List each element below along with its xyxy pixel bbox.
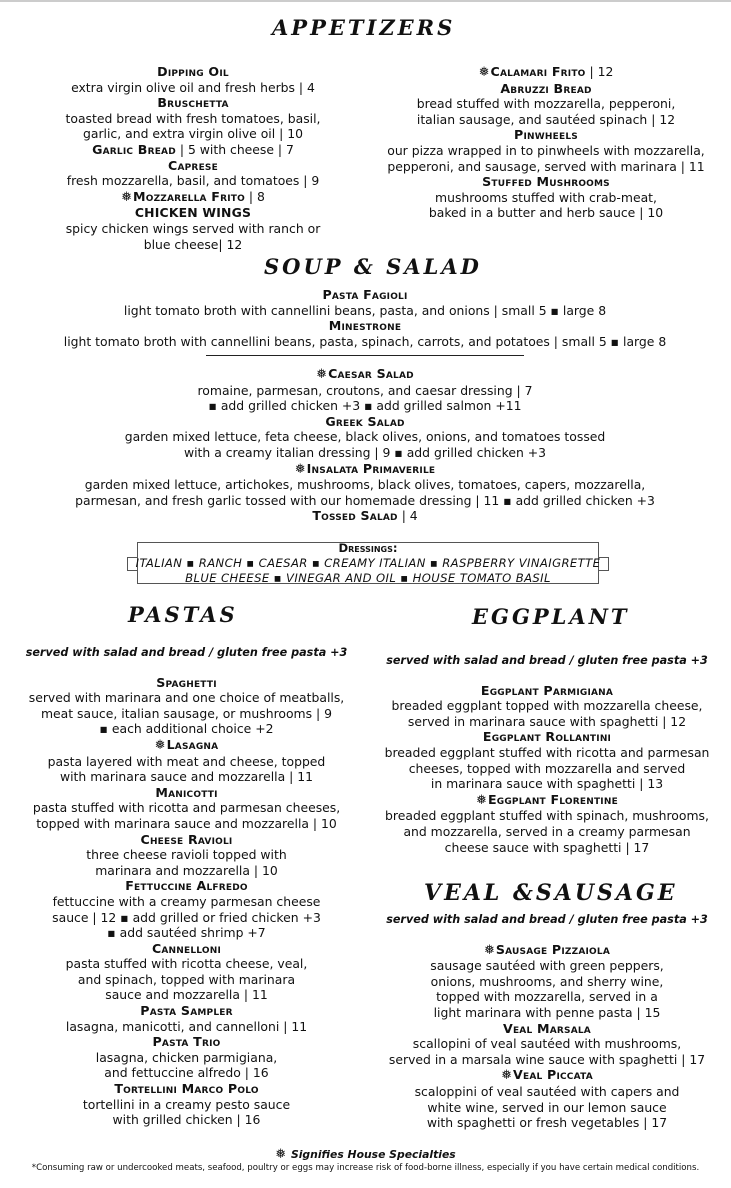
menu-item-name: Minestrone: [328, 318, 402, 334]
menu-item-name: CHICKEN WINGS: [134, 205, 252, 221]
menu-item-description: with a creamy italian dressing | 9 ▪ add grilled chicken +3: [183, 444, 546, 460]
menu-item-heading: [24, 785, 349, 801]
menu-item-description: light tomato broth with cannellini beans, pasta, and onions | small 5 ▪ large 8: [123, 302, 607, 318]
menu-item-description: breaded eggplant topped with mozzarella cheese,: [391, 698, 703, 714]
eggplant-column: [382, 653, 712, 855]
menu-item-heading: [382, 792, 712, 809]
menu-item-heading: [382, 942, 712, 959]
menu-item-description: sauce and mozzarella | 11: [105, 987, 268, 1003]
menu-item-description: scaloppini of veal sautéed with capers and: [414, 1083, 680, 1099]
menu-item-description: cheese sauce with spaghetti | 17: [444, 839, 650, 855]
menu-item-description: served in a marsala wine sauce with spaghetti | 17: [388, 1051, 706, 1067]
menu-item-description: our pizza wrapped in to pinwheels with mozzarella,: [387, 142, 705, 158]
pastas-column: [24, 645, 349, 1128]
menu-item-heading: [40, 414, 690, 430]
menu-item-name: Mozzarella Frito: [132, 188, 245, 204]
menu-item-name: Manicotti: [155, 784, 218, 800]
menu-item-name: Pasta Sampler: [140, 1003, 233, 1019]
menu-item-name: Bruschetta: [157, 95, 229, 111]
menu-item-heading: [40, 366, 690, 383]
menu-item-heading: [382, 683, 712, 699]
menu-item-heading: [58, 142, 328, 158]
specialty-icon: ❅: [476, 792, 487, 808]
menu-item-name: Garlic Bread: [92, 141, 176, 157]
menu-item-heading: [381, 127, 711, 143]
menu-item-description: breaded eggplant stuffed with spinach, mushrooms,: [385, 808, 709, 824]
menu-item-description: with grilled chicken | 16: [112, 1112, 261, 1128]
specialty-icon: ❅: [501, 1068, 513, 1084]
menu-item-price: | 4: [401, 508, 418, 524]
menu-item-description: pasta stuffed with ricotta and parmesan cheeses,: [32, 800, 341, 816]
menu-item-description: italian sausage, and sautéed spinach | 12: [416, 111, 676, 127]
menu-item-description: ▪ each additional choice +2: [99, 721, 274, 737]
menu-item-name: Caprese: [168, 157, 218, 173]
menu-item-name: Calamari Frito: [490, 64, 586, 79]
menu-item-heading: [24, 737, 349, 754]
specialty-icon: ❅: [316, 367, 328, 382]
served-with-note: served with salad and bread / gluten free pasta +3: [386, 654, 708, 667]
menu-item-description: garden mixed lettuce, artichokes, mushrooms, black olives, tomatoes, capers, mozzarella,: [84, 477, 646, 493]
menu-item-description: baked in a butter and herb sauce | 10: [428, 205, 664, 221]
menu-item-description: three cheese ravioli topped with: [86, 847, 287, 863]
dressings-box: [127, 538, 609, 588]
menu-item-name: Sausage Pizzaiola: [495, 941, 611, 957]
menu-item-description: extra virgin olive oil and fresh herbs | 4: [71, 79, 315, 95]
menu-item-description: light marinara with penne pasta | 15: [433, 1004, 661, 1020]
menu-item-name: Eggplant Rollantini: [482, 729, 612, 745]
menu-item-heading: [40, 318, 690, 334]
menu-item-price: | 12: [589, 64, 614, 79]
menu-item-name: Dipping Oil: [157, 64, 229, 79]
appetizers-right-column: [381, 64, 711, 221]
specialty-icon: ❅: [121, 189, 132, 205]
menu-item-description: with spaghetti or fresh vegetables | 17: [426, 1115, 668, 1131]
menu-item-heading: [40, 461, 690, 478]
menu-item-description: with marinara sauce and mozzarella | 11: [59, 769, 313, 785]
menu-item-description: white wine, served in our lemon sauce: [427, 1099, 667, 1115]
menu-item-description: served with marinara and one choice of meatballs,: [28, 690, 345, 706]
menu-item-heading: [24, 1034, 349, 1050]
appetizers-title: APPETIZERS: [272, 15, 456, 40]
menu-item-heading: [382, 1021, 712, 1037]
menu-item-description: in marinara sauce with spaghetti | 13: [430, 776, 664, 792]
menu-item-description: light tomato broth with cannellini beans, pasta, spinach, carrots, and potatoes | small 5 ▪ large 8: [63, 333, 667, 349]
menu-item-heading: [24, 878, 349, 894]
menu-item-heading: [24, 832, 349, 848]
spacer: [382, 669, 712, 683]
menu-item-heading: [24, 675, 349, 691]
veal-column: [382, 912, 712, 1131]
specialty-legend: [0, 1147, 731, 1162]
menu-item-description: garden mixed lettuce, feta cheese, black olives, onions, and tomatoes tossed: [124, 429, 606, 445]
menu-item-heading: [381, 174, 711, 190]
menu-item-description: and mozzarella, served in a creamy parmesan: [403, 823, 691, 839]
menu-item-description: topped with marinara sauce and mozzarella | 10: [36, 815, 337, 831]
menu-item-description: ▪ add sautéed shrimp +7: [107, 925, 266, 941]
menu-item-name: Abruzzi Bread: [500, 80, 592, 96]
dressings-line-1: ITALIAN ▪ RANCH ▪ CAESAR ▪ CREAMY ITALIAN ▪ RASPBERRY VINAIGRETTE: [135, 556, 601, 570]
specialty-icon: ❅: [478, 65, 490, 80]
menu-item-heading: [58, 95, 328, 111]
spacer: [24, 661, 349, 675]
specialty-icon: ❅: [483, 942, 495, 958]
soups-column: [40, 287, 690, 349]
menu-item-name: Tortellini Marco Polo: [114, 1081, 259, 1097]
menu-item-description: parmesan, and fresh garlic tossed with our homemade dressing | 11 ▪ add grilled chicken +3: [75, 492, 655, 508]
menu-item-heading: [58, 189, 328, 206]
menu-item-heading: [382, 1067, 712, 1084]
menu-item-price: | 8: [248, 188, 265, 204]
menu-item-heading: [382, 729, 712, 745]
dressings-line-2: BLUE CHEESE ▪ VINEGAR AND OIL ▪ HOUSE TOMATO BASIL: [185, 571, 551, 585]
menu-item-description: mushrooms stuffed with crab-meat,: [435, 189, 657, 205]
menu-item-name: Insalata Primaverile: [306, 460, 436, 476]
menu-item-name: Spaghetti: [156, 674, 217, 690]
menu-item-name: Cannelloni: [151, 940, 222, 956]
menu-item-heading: [24, 1081, 349, 1097]
menu-item-description: served in marinara sauce with spaghetti | 12: [407, 713, 687, 729]
menu-item-description: fresh mozzarella, basil, and tomatoes | 9: [66, 173, 320, 189]
menu-item-description: ▪ add grilled chicken +3 ▪ add grilled salmon +11: [208, 398, 522, 414]
menu-item-description: lasagna, chicken parmigiana,: [95, 1049, 278, 1065]
appetizers-left-column: [58, 64, 328, 252]
soup-salad-title: SOUP & SALAD: [264, 254, 482, 279]
menu-item-description: pasta layered with meat and cheese, topped: [47, 753, 326, 769]
menu-item-description: garlic, and extra virgin olive oil | 10: [83, 126, 303, 142]
menu-item-name: Veal Piccata: [513, 1067, 593, 1083]
menu-item-description: lasagna, manicotti, and cannelloni | 11: [65, 1018, 308, 1034]
menu-item-description: toasted bread with fresh tomatoes, basil,: [65, 110, 321, 126]
menu-item-name: Stuffed Mushrooms: [482, 174, 610, 190]
menu-item-description: blue cheese| 12: [143, 236, 243, 252]
menu-item-description: sauce | 12 ▪ add grilled or fried chicken +3: [52, 909, 321, 925]
menu-item-description: onions, mushrooms, and sherry wine,: [430, 973, 664, 989]
menu-item-description: bread stuffed with mozzarella, pepperoni,: [416, 96, 676, 112]
menu-item-name: Cheese Ravioli: [140, 831, 233, 847]
menu-item-description: tortellini in a creamy pesto sauce: [82, 1096, 291, 1112]
served-with-note: served with salad and bread / gluten free pasta +3: [386, 913, 708, 926]
page-top-rule: [0, 0, 731, 8]
menu-item-name: Eggplant Florentine: [487, 791, 618, 807]
menu-item-heading: [58, 205, 328, 221]
menu-item-name: Caesar Salad: [328, 366, 414, 381]
legend-text: Signifies House Specialties: [290, 1148, 456, 1161]
menu-item-name: Pasta Fagioli: [322, 287, 408, 302]
menu-item-heading: [24, 1003, 349, 1019]
menu-item-heading: [58, 158, 328, 174]
menu-item-description: and fettuccine alfredo | 16: [104, 1065, 269, 1081]
menu-item-heading: [381, 64, 711, 81]
menu-item-description: sausage sautéed with green peppers,: [430, 958, 664, 974]
menu-item-description: fettuccine with a creamy parmesan cheese: [52, 893, 321, 909]
menu-item-heading: [40, 508, 690, 524]
menu-item-heading: [381, 81, 711, 97]
menu-item-name: Tossed Salad: [312, 508, 398, 524]
menu-item-heading: [24, 941, 349, 957]
specialty-icon: ❅: [294, 461, 306, 477]
menu-item-price: | 5 with cheese | 7: [179, 141, 294, 157]
menu-item-name: Greek Salad: [325, 413, 405, 429]
menu-item-description: romaine, parmesan, croutons, and caesar dressing | 7: [197, 382, 533, 398]
menu-item-description: breaded eggplant stuffed with ricotta and parmesan: [384, 744, 710, 760]
soup-salad-divider: [206, 355, 524, 356]
menu-item-description: scallopini of veal sautéed with mushrooms,: [412, 1036, 682, 1052]
specialty-icon: ❅: [275, 1147, 287, 1162]
spacer: [382, 928, 712, 942]
menu-item-description: meat sauce, italian sausage, or mushrooms | 9: [40, 705, 333, 721]
menu-item-heading: [40, 287, 690, 303]
specialty-icon: ❅: [154, 737, 166, 753]
served-with-note: served with salad and bread / gluten free pasta +3: [25, 646, 348, 659]
pastas-title: PASTAS: [128, 602, 238, 627]
menu-item-description: spicy chicken wings served with ranch or: [65, 220, 321, 236]
veal-sausage-title: VEAL &SAUSAGE: [424, 880, 678, 906]
menu-item-description: cheeses, topped with mozzarella and served: [408, 760, 686, 776]
menu-item-description: and spinach, topped with marinara: [77, 971, 296, 987]
menu-item-description: pasta stuffed with ricotta cheese, veal,: [65, 956, 308, 972]
menu-item-description: topped with mozzarella, served in a: [436, 989, 658, 1005]
health-disclaimer: *Consuming raw or undercooked meats, seafood, poultry or eggs may increase risk of food-borne illness, especially if you have certain medical conditions.: [31, 1163, 700, 1173]
menu-item-name: Fettuccine Alfredo: [125, 878, 248, 894]
dressings-title: Dressings:: [338, 541, 398, 555]
menu-item-description: marinara and mozzarella | 10: [95, 862, 278, 878]
menu-item-name: Eggplant Parmigiana: [480, 682, 614, 698]
menu-item-heading: [58, 64, 328, 80]
menu-item-name: Veal Marsala: [503, 1020, 591, 1036]
menu-item-description: pepperoni, and sausage, served with marinara | 11: [387, 158, 705, 174]
eggplant-title: EGGPLANT: [472, 604, 630, 629]
menu-item-name: Pasta Trio: [152, 1034, 221, 1050]
menu-item-name: Pinwheels: [514, 127, 578, 143]
dressings-content: [127, 541, 609, 586]
salads-column: [40, 366, 690, 524]
menu-item-name: Lasagna: [166, 736, 219, 752]
